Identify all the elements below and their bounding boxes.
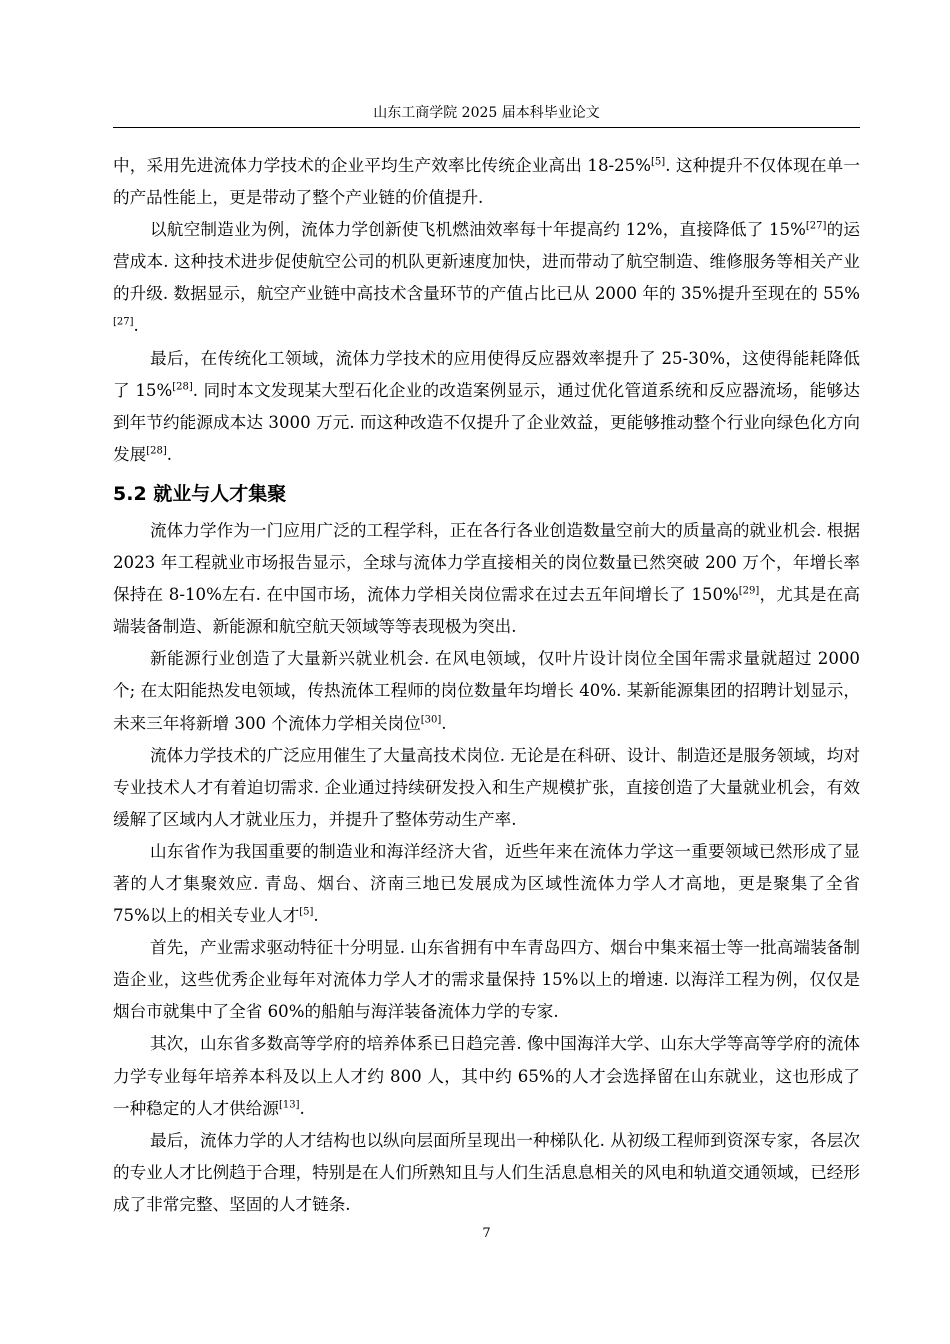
paragraph-text: ，尤其是在高端装备制造、新能源和航空航天领域等等表现极为突出. bbox=[113, 585, 860, 637]
paragraph-text: 新能源行业创造了大量新兴就业机会. 在风电领域，仅叶片设计岗位全国年需求量就超过 2000 个; 在太阳能热发电领域，传热流体工程师的岗位数量年均增长 40%. 某新能源集团的招聘计划显示，未来三年将新增 300 个流体力学相关岗位 bbox=[113, 649, 860, 733]
paragraph-text: 其次，山东省多数高等学府的培养体系已日趋完善. 像中国海洋大学、山东大学等高等学府的流体力学专业每年培养本科及以上人才约 800 人，其中约 65%的人才会选择留在山东就业，这也形成了一种稳定的人才供给源 bbox=[113, 1034, 860, 1118]
paragraph-text: 以航空制造业为例，流体力学创新使飞机燃油效率每十年提高约 12%，直接降低了 15% bbox=[150, 220, 806, 240]
paragraph-text: . bbox=[441, 713, 447, 733]
citation-ref: [27] bbox=[113, 316, 134, 328]
paragraph-text: . 同时本文发现某大型石化企业的改造案例显示，通过优化管道系统和反应器流场，能够达到年节约能源成本达 3000 万元. 而这种改造不仅提升了企业效益，更能够推动整个行业向绿色化方向发展 bbox=[113, 380, 860, 464]
body-paragraph bbox=[113, 343, 860, 471]
citation-ref: [28] bbox=[146, 445, 167, 457]
paragraph-text: 流体力学作为一门应用广泛的工程学科，正在各行各业创造数量空前大的质量高的就业机会. 根据 2023 年工程就业市场报告显示，全球与流体力学直接相关的岗位数量已然突破 200 万个，年增长率保持在 8-10%左右. 在中国市场，流体力学相关岗位需求在过去五年间增长了 150% bbox=[113, 520, 860, 605]
body-paragraph bbox=[113, 836, 860, 932]
paragraph-text: . bbox=[313, 906, 319, 926]
running-header: 山东工商学院 2025 届本科毕业论文 bbox=[373, 105, 600, 121]
header-divider bbox=[113, 127, 860, 128]
paragraph-text: 最后，在传统化工领域，流体力学技术的应用使得反应器效率提升了 25-30%，这使得能耗降低了 15% bbox=[113, 348, 860, 400]
paragraph-group-bottom bbox=[113, 515, 860, 1221]
paragraph-text: . bbox=[299, 1098, 305, 1118]
body-paragraph bbox=[113, 1125, 860, 1221]
body-paragraph bbox=[113, 150, 860, 214]
citation-ref: [27] bbox=[805, 220, 827, 232]
body-paragraph bbox=[113, 643, 860, 739]
paragraph-text: 首先，产业需求驱动特征十分明显. 山东省拥有中车青岛四方、烟台中集来福士等一批高端装备制造企业，这些优秀企业每年对流体力学人才的需求量保持 15%以上的增速. 以海洋工程为例，仅仅是烟台市就集中了全省 60%的船舶与海洋装备流体力学的专家. bbox=[113, 938, 860, 1022]
paragraph-text: 中，采用先进流体力学技术的企业平均生产效率比传统企业高出 18-25% bbox=[113, 156, 652, 175]
body-paragraph bbox=[113, 932, 860, 1028]
body-paragraph bbox=[113, 1028, 860, 1124]
citation-ref: [5] bbox=[651, 156, 666, 168]
paragraph-text: 的运营成本. 这种技术进步促使航空公司的机队更新速度加快，进而带动了航空制造、维修服务等相关产业的升级. 数据显示，航空产业链中高技术含量环节的产值占比已从 2000 年的 35%提升至现在的 55% bbox=[113, 220, 861, 304]
citation-ref: [28] bbox=[172, 381, 193, 393]
paragraph-text: 最后，流体力学的人才结构也以纵向层面所呈现出一种梯队化. 从初级工程师到资深专家，各层次的专业人才比例趋于合理，特别是在人们所熟知且与人们生活息息相关的风电和轨道交通领域，已经形成了非常完整、坚固的人才链条. bbox=[113, 1130, 860, 1214]
citation-ref: [5] bbox=[299, 906, 314, 918]
paragraph-text: 流体力学技术的广泛应用催生了大量高技术岗位. 无论是在科研、设计、制造还是服务领域，均对专业技术人才有着迫切需求. 企业通过持续研发投入和生产规模扩张，直接创造了大量就业机会，有效缓解了区域内人才就业压力，并提升了整体劳动生产率. bbox=[113, 745, 860, 829]
body-paragraph bbox=[113, 214, 860, 342]
paragraph-text: . bbox=[133, 316, 139, 336]
page-number: 7 bbox=[482, 1226, 491, 1241]
paragraph-text: . bbox=[166, 444, 172, 464]
paragraph-text: . 这种提升不仅体现在单一的产品性能上，更是带动了整个产业链的价值提升. bbox=[113, 156, 860, 208]
body-paragraph bbox=[113, 515, 860, 643]
section-heading: 5.2 就业与人才集聚 bbox=[113, 482, 287, 505]
body-paragraph bbox=[113, 740, 860, 836]
paragraph-text: 山东省作为我国重要的制造业和海洋经济大省，近些年来在流体力学这一重要领域已然形成了显著的人才集聚效应. 青岛、烟台、济南三地已发展成为区域性流体力学人才高地，更是聚集了全省 75%以上的相关专业人才 bbox=[113, 841, 860, 926]
citation-ref: [13] bbox=[278, 1099, 300, 1111]
paragraph-group-top bbox=[113, 150, 860, 471]
page-body bbox=[113, 150, 860, 1221]
citation-ref: [29] bbox=[738, 585, 760, 597]
citation-ref: [30] bbox=[420, 713, 442, 725]
